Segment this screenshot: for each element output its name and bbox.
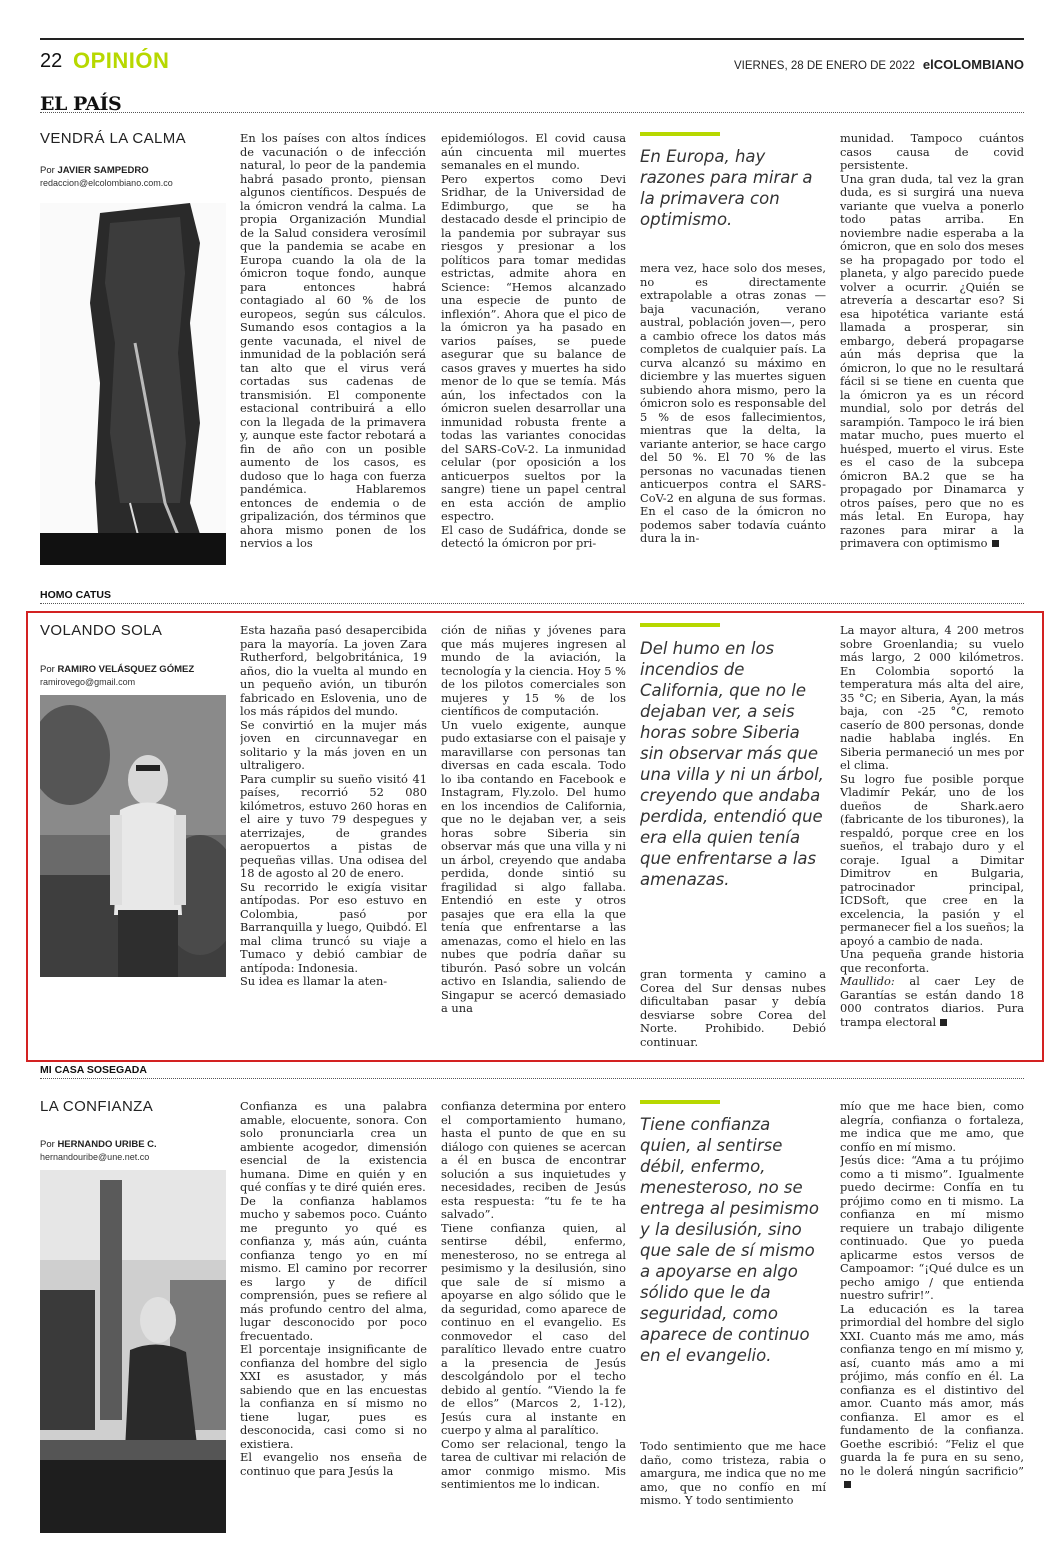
byline xyxy=(40,664,194,675)
pull-quote-accent xyxy=(640,132,720,136)
maullido-text: al caer Ley de Garantías se están dando 18 000 contratos diarios. Pura trampa electoral xyxy=(840,974,1024,1029)
author-email: redaccion@elcolombiano.com.co xyxy=(40,178,173,188)
article-title: VENDRÁ LA CALMA xyxy=(40,130,187,147)
author-name: RAMIRO VELÁSQUEZ GÓMEZ xyxy=(57,664,195,675)
article-title: LA CONFIANZA xyxy=(40,1098,154,1115)
page-number: 22 xyxy=(40,50,63,72)
top-rule xyxy=(40,38,1024,40)
author-name: JAVIER SAMPEDRO xyxy=(57,165,149,176)
byline xyxy=(40,165,149,176)
article-body-column-1: Confianza es una palabra amable, elocuente, sonora. Con solo pronunciarla crea un ambiente acogedor, dimensión esencial de la existencia humana. Dime en quién y en qué confías y te diré quién eres. De la confianza hablamos mucho y sabemos poco. Cuánto me pregunto yo qué es confianza y, más aún, cuánta confianza tengo yo en mí mismo. El camino por recorrer es largo y de difícil comprensión, pues se refiere al más profundo centro del alma, lugar desconocido por poco frecuentado. El porcentaje insignificante de confianza del hombre del siglo XXI es asustador, y más sabiendo que en las encuestas la confianza en sí mismo no tiene lugar, pues es desconocida, casi como si no existiera. El evangelio nos enseña de continuo que para Jesús la xyxy=(240,1100,427,1478)
article-body-column-4 xyxy=(840,1100,1024,1540)
pull-quote-accent xyxy=(640,623,720,627)
byline-prefix: Por xyxy=(40,664,55,675)
byline-prefix: Por xyxy=(40,165,55,176)
column-label: MI CASA SOSEGADA xyxy=(40,1064,147,1076)
newspaper-logo: elCOLOMBIANO xyxy=(922,57,1024,72)
pull-quote: Tiene confianza quien, al sentirse débil, enfermo, menesteroso, no se entrega al pesimismo y la desilusión, sino que sale de sí mismo a apoyarse en algo sólido que le da seguridad, como aparece de continuo en el evangelio. xyxy=(640,1115,820,1365)
article-body-column-4 xyxy=(840,624,1024,1052)
article-body-column-1: En los países con altos índices de vacunación o de infección natural, lo peor de la pandemia habrá pasado pronto, piensan algunos científicos. Después de la ómicron vendrá la calma. La propia Organización Mundial de la Salud considera verosímil que la pandemia se acabe en Europa cuando la ola de la ómicron toque fondo, aunque para entonces habrá contagiado al 60 % de los europeos, según sus cálculos. Sumando esos contagios a la gente vacunada, el nivel de inmunidad de la población será tan alto que el virus verá cortadas sus cadenas de transmisión. El componente estacional contribuirá a ello con la llegada de la primavera y, aunque este factor rebotará a fin de año con un posible aumento de los casos, es dudoso que lo haga con fuerza pandémica. Hablaremos entonces de endemia o de gripalización, dos términos que ahora mismo ponen de los nervios a los xyxy=(240,132,426,550)
el-pais-logo: EL PAÍS xyxy=(40,93,122,115)
article-title: VOLANDO SOLA xyxy=(40,622,163,639)
column-divider xyxy=(40,603,1024,604)
article-body-column-3: Todo sentimiento que me hace daño, como tristeza, rabia o amargura, me indica que no me amo, que no confío en mí mismo. Y todo sentimiento xyxy=(640,1440,826,1507)
author-name: HERNANDO URIBE C. xyxy=(57,1139,157,1150)
article-body-column-1: Esta hazaña pasó desapercibida para la mayoría. La joven Zara Rutherford, belgobritánica, 19 años, dio la vuelta al mundo en un pequeño avión, un tiburón fabricado en Eslovenia, uno de los más rápidos del mundo. Se convirtió en la mujer más joven en circunnavegar en solitario y la más joven en un ultraligero. Para cumplir su sueño visitó 41 países, recorrió 52 080 kilómetros, estuvo 260 horas en el aire y tuvo 79 despegues y aterrizajes, de grandes aeropuertos a pistas de pequeñas villas. Una odisea del 18 de agosto al 20 de enero. Su recorrido le exigía visitar antípodas. Por eso estuvo en Colombia, pasó por Barranquilla y luego, Quibdó. El mal clima truncó su viaje a Tumaco y debió cambiar de antípoda: Indonesia. Su idea es llamar la aten- xyxy=(240,624,427,988)
pull-quote: Del humo en los incendios de California, que no le dejaban ver, a seis horas sobre Siberia sin observar más que una villa y ni un árbol, creyendo que andaba perdida, entendió que era ella quien tenía que enfrentarse a las amenazas. xyxy=(640,639,824,889)
article-body-column-2: ción de niñas y jóvenes para que más mujeres ingresen al mundo de la aviación, la tecnología y la ciencia. Hoy 5 % de los pilotos comerciales son mujeres y 15 % de los científicos de computación. Un vuelo exigente, aunque pudo extasiarse con el paisaje y maravillarse con personas tan diversas en cada escala. Todo lo iba contando en Facebook e Instagram, Fly.zolo. Del humo en los incendios de California, que no le dejaban ver, a seis horas sobre Siberia sin observar más que una villa y ni un árbol, creyendo que andaba perdida, donde sintió su fragilidad si algo fallaba. Entendió en este y otros pasajes que era ella la que tenía que enfrentarse a las amenazas, como el hielo en las nubes que podría dañar su tiburón. Pasó sobre un volcán activo en Islandia, saliendo de Singapur se acercó demasiado a una xyxy=(441,624,626,1015)
article-body-column-2: confianza determina por entero el comportamiento humano, hasta el punto de que en su diálogo con quienes se acercan a él en busca de encontrar solución a sus inquietudes y necesidades, reciben de Jesús esta respuesta: “tu fe te ha salvado”. Tiene confianza quien, al sentirse débil, enfermo, menesteroso, no se entrega al pesimismo y la desilusión, sino que sale de sí mismo a apoyarse en algo sólido que le da seguridad, como aparece de continuo en el evangelio. Es conmovedor el caso del paralítico llevado entre cuatro a la presencia de Jesús descolgándolo por el techo debido al gentío. “Viendo la fe de ellos” (Marcos 2, 1-12), Jesús cura al instante en cuerpo y alma al paralítico. Como ser relacional, tengo la tarea de cultivar mi relación de amor conmigo mismo. Mis sentimientos me lo indican. xyxy=(441,1100,626,1491)
dateline xyxy=(700,57,1024,72)
section-title: OPINIÓN xyxy=(73,48,170,73)
byline xyxy=(40,1139,157,1150)
author-photo xyxy=(40,1170,226,1533)
end-mark-icon xyxy=(844,1481,851,1488)
article-body-column-4-text: La mayor altura, 4 200 metros sobre Groenlandia; su vuelo más largo, 2 000 kilómetros. En Colombia soportó la temperatura más alta del aire, 35 °C; en Siberia, Ayan, la más baja, con -25 °C, remoto caserío de 800 personas, donde nadie hablaba inglés. En Siberia permaneció un mes por el clima. Su logro fue posible porque Vladimír Pekár, uno de los dueños de Shark.aero (fabricante de los tiburones), la respaldó, porque cree en los sueños, el trabajo duro y el coraje. Igual a Dimitar Dimitrov en Bulgaria, patrocinador principal, ICDSoft, que cree en la excelencia, la pasión y el permanecer fiel a los sueños; la apoyó a cambio de nada. Una pequeña grande historia que reconforta. xyxy=(840,624,1024,975)
end-mark-icon xyxy=(992,540,999,547)
illustration-pen xyxy=(40,203,226,565)
article-body-column-2: epidemiólogos. El covid causa aún cincuenta mil muertes semanales en el mundo. Pero expertos como Devi Sridhar, de la Universidad de Edimburgo, que se ha destacado desde el principio de la pandemia por subrayar sus riesgos y presionar a los políticos para tomar medidas estrictas, admite ahora en Science: “Hemos alcanzado una especie de punto de inflexión”. Ahora que el pico de la ómicron ya ha pasado en varios países, se puede asegurar que su balance de casos graves y muertes ha sido menor de lo que se temía. Más aún, los infectados con la ómicron suelen desarrollar una inmunidad robusta frente a todas las variantes conocidas del SARS-CoV-2. La inmunidad celular (por oposición a los anticuerpos sueltos por la sangre) tiene un papel central en esta acción de amplio espectro. El caso de Sudáfrica, donde se detectó la ómicron por pri- xyxy=(441,132,626,550)
end-mark-icon xyxy=(940,1019,947,1026)
issue-date: VIERNES, 28 DE ENERO DE 2022 xyxy=(733,60,915,72)
article-body-column-4 xyxy=(840,132,1024,570)
author-email: ramirovego@gmail.com xyxy=(40,677,136,687)
article-body-column-4-text: munidad. Tampoco cuántos casos causa de covid persistente. Una gran duda, tal vez la gran duda, es si surgirá una nueva variante que vuelva a ponerlo todo patas arriba. En noviembre nadie esperaba a la ómicron, que en solo dos meses se ha propagado por todo el planeta, y algo parecido puede volver a ocurrir. ¿Quién se atrevería a descartar eso? Si esa hipotética variante está llamada a prosperar, sin embargo, deberá propagarse aún más deprisa que la ómicron, lo que no le resultará fácil si se tiene en cuenta que la ómicron ya es un récord mundial, solo por detrás del sarampión. Tampoco le irá bien matar mucho, pues muerto el huésped, muerto el virus. Este es el caso de la subcepa ómicron BA.2 que se ha propagado por Dinamarca y otros países, pero que no es más letal. En Europa, hay razones para mirar a la primavera con optimismo xyxy=(840,132,1024,550)
author-email: hernandouribe@une.net.co xyxy=(40,1152,150,1162)
article-body-column-3: gran tormenta y camino a Corea del Sur densas nubes dificultaban pasar y debía desviarse sobre Corea del Norte. Prohibido. Debió continuar. xyxy=(640,968,826,1049)
byline-prefix: Por xyxy=(40,1139,55,1150)
section-divider xyxy=(40,112,1024,113)
column-label: HOMO CATUS xyxy=(40,589,111,601)
article-body-column-3: mera vez, hace solo dos meses, no es directamente extrapolable a otras zonas —baja vacunación, verano austral, población joven—, pero a cambio ofrece los datos más completos de cualquier país. La curva alcanzó su máximo en diciembre y las muertes siguen subiendo ahora mismo, pero la ómicron solo es responsable del 5 % de esos fallecimientos, mientras que la delta, la variante anterior, se hace cargo del 50 %. El 70 % de las personas no vacunadas tienen anticuerpos contra el SARS-CoV-2 en alguna de sus formas. En el caso de la ómicron no podemos saber todavía cuánto dura la in- xyxy=(640,262,826,545)
column-divider xyxy=(40,1078,1024,1079)
pull-quote: En Europa, hay razones para mirar a la primavera con optimismo. xyxy=(640,147,813,229)
maullido-label: Maullido: xyxy=(840,974,895,988)
article-body-column-4-text: mío que me hace bien, como alegría, confianza o fortaleza, me indica que me amo, que confío en mí mismo. Jesús dice: “Ama a tu prójimo como a ti mismo”. Igualmente puedo decirme: Confía en tu prójimo como en ti mismo. La confianza en mí mismo requiere un trabajo diligente continuado. Que yo pueda aplicarme estos versos de Campoamor: “¡Qué dulce es un pecho amigo / que entienda nuestro sufrir!”. La educación es la tarea primordial del hombre del siglo XXI. Cuanto más me amo, más confianza tengo en mí mismo y, así, cuanto más amo a mi prójimo, más confío en él. La confianza es el distintivo del amor. Cuanto más amor, más confianza. El amor es el fundamento de la confianza. Goethe escribió: “Feliz el que guarda la fe pura en su seno, no le dolerá ningún sacrificio” xyxy=(840,1100,1024,1478)
pull-quote-accent xyxy=(640,1100,720,1104)
author-photo xyxy=(40,695,226,977)
